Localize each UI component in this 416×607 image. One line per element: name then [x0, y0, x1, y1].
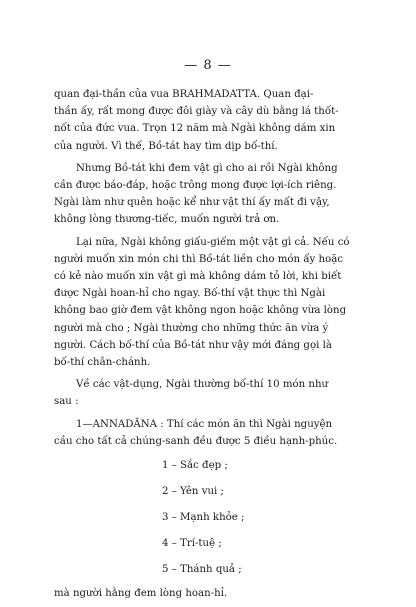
list-item: 2 – Yên vui ; [162, 486, 224, 498]
paragraph-2: Nhưng Bồ-tát khi đem vật gì cho ai rồi Ngài không cần được báo-đáp, hoặc trông mong được lợi-ích riêng. Ngài làm như quên hoặc kể như vật thí ấy mất đi vậy, không lòng thương-tiếc, muốn người trả ơn. [54, 162, 338, 226]
body-text [54, 86, 372, 607]
paragraph-4: Về các vật-dụng, Ngài thường bố-thí 10 món như sau : [54, 379, 329, 408]
list-item: 1 – Sắc đẹp ; [162, 460, 228, 472]
paragraph-3: Lại nữa, Ngài không giấu-giếm một vật gì cả. Nếu có người muốn xin món chi thì Bồ-tát liền cho món ấy hoặc có kẻ nào muốn xin vật gì mà không dám tỏ lời, khi biết được Ngài hoan-hỉ cho ngay. Bố-thí vật thực thì Ngài không bao giờ đem vật không ngon hoặc không vừa lòng người mà cho ; Ngài thường cho những thức ăn vừa ý người. Cách bố-thí của Bồ-tát như vậy mới đáng gọi là bố-thí chân-chánh. [54, 236, 350, 369]
list-item: 5 – Thánh quả ; [162, 564, 242, 576]
list-item: 4 – Trí-tuệ ; [162, 538, 222, 550]
page-number: — 8 — [184, 58, 232, 73]
benefits-list [54, 455, 372, 580]
closing-line: mà người hằng đem lòng hoan-hỉ. [54, 588, 228, 600]
section-heading-annadana: 1—ANNADĀNA : Thí các món ăn thì Ngài nguyện cầu cho tất cả chúng-sanh đều được 5 điều hạnh-phúc. [54, 418, 338, 447]
list-item: 3 – Mạnh khỏe ; [162, 512, 245, 524]
paragraph-1: quan đại-thần của vua BRAHMADATTA. Quan đại- thần ấy, rất mong được đôi giày và cây dù bằng lá thốt- nốt của đức vua. Trọn 12 năm mà Ngài không dám xin của người. Vì thế, Bồ-tát hay tìm dịp bố-thí. [54, 89, 339, 152]
